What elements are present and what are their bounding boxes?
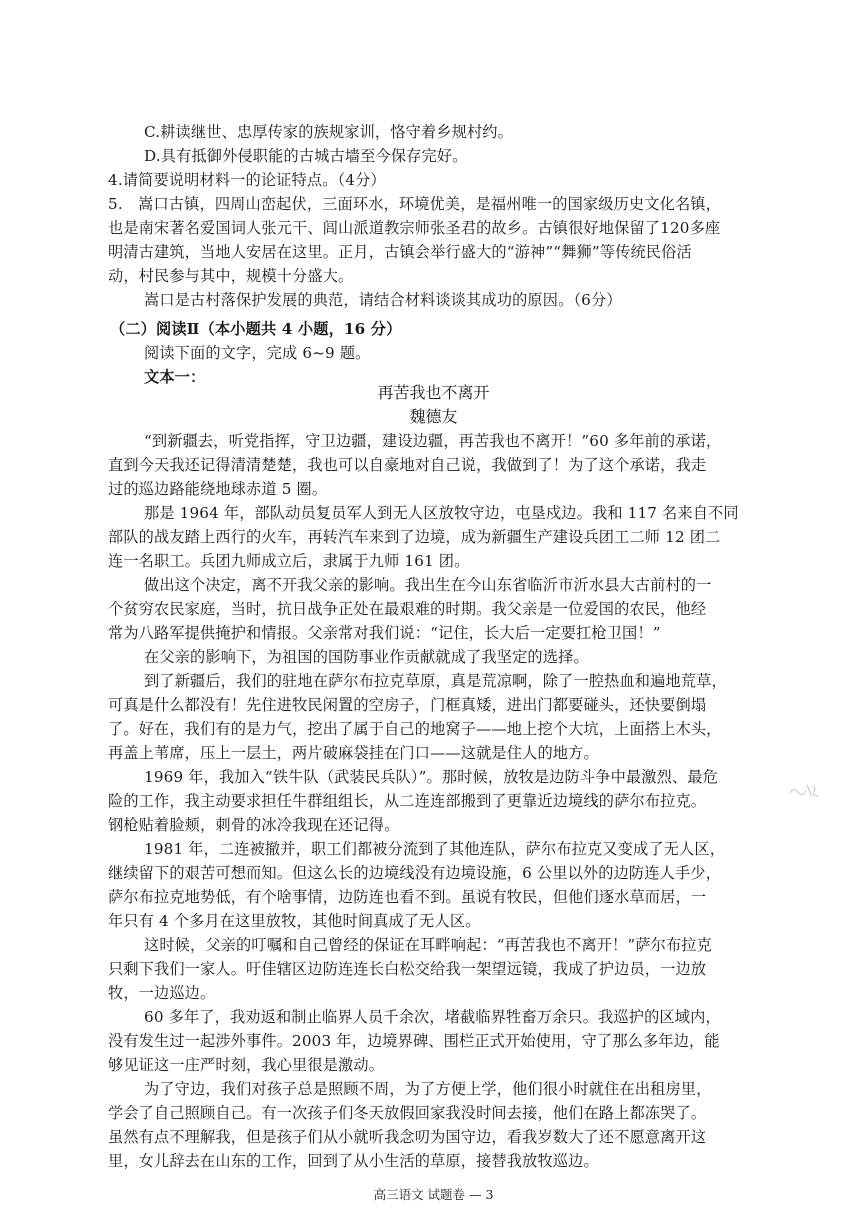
article-line: 可真是什么都没有！先住进牧民闲置的空房子，门框真矮，进出门都要碰头，还快要倒塌 xyxy=(108,696,707,714)
article-line: 1969 年，我加入“铁牛队（武装民兵队）”。那时候，放牧是边防斗争中最激烈、最危 xyxy=(144,768,718,786)
question-4: 4.请简要说明材料一的论证特点。（4分） xyxy=(108,171,386,189)
article-line: “到新疆去，听党指挥，守卫边疆，建设边疆，再苦我也不离开！”60 多年前的承诺， xyxy=(144,432,722,450)
article-line: 学会了自己照顾自己。有一次孩子们冬天放假回家我没时间去接，他们在路上都冻哭了。 xyxy=(108,1104,707,1122)
article-line: 没有发生过一起涉外事件。2003 年，边境界碑、围栏正式开始使用，守了那么多年边，能 xyxy=(108,1032,720,1050)
question-5-line-1: 5. 嵩口古镇，四周山峦起伏，三面环水，环境优美，是福州唯一的国家级历史文化名镇， xyxy=(108,195,721,213)
section-heading: （二）阅读Ⅱ（本小题共 4 小题，16 分） xyxy=(110,320,402,338)
option-d: D.具有抵御外侵职能的古城古墙至今保存完好。 xyxy=(144,147,468,165)
question-5-line-2: 也是南宋著名爱国词人张元干、闾山派道教宗师张圣君的故乡。古镇很好地保留了120多座 xyxy=(108,219,721,237)
article-line: 险的工作，我主动要求担任牛群组组长，从二连连部搬到了更靠近边境线的萨尔布拉克。 xyxy=(108,792,707,810)
article-line: 那是 1964 年，部队动员复员军人到无人区放牧守边，屯垦戍边。我和 117 名来自不同 xyxy=(144,504,739,522)
article-line: 直到今天我还记得清清楚楚，我也可以自豪地对自己说，我做到了！为了这个承诺，我走 xyxy=(108,456,707,474)
article-line: 个贫穷农民家庭，当时，抗日战争正处在最艰难的时期。我父亲是一位爱国的农民，他经 xyxy=(108,600,707,618)
question-5-line-4: 动，村民参与其中，规模十分盛大。 xyxy=(108,267,354,285)
article-line: 部队的战友踏上西行的火车，再转汽车来到了边境，成为新疆生产建设兵团工二师 12 团二 xyxy=(108,528,721,546)
article-line: 了。好在，我们有的是力气，挖出了属于自己的地窝子——地上挖个大坑，上面搭上木头， xyxy=(108,720,722,738)
article-line: 这时候，父亲的叮嘱和自己曾经的保证在耳畔响起：“再苦我也不离开！”萨尔布拉克 xyxy=(144,936,712,954)
article-line: 过的巡边路能绕地球赤道 5 圈。 xyxy=(108,480,328,498)
question-5-prompt: 嵩口是古村落保护发展的典范，请结合材料谈谈其成功的原因。（6分） xyxy=(144,291,622,309)
section-instruction: 阅读下面的文字，完成 6~9 题。 xyxy=(144,344,371,362)
text-label: 文本一： xyxy=(144,368,206,386)
article-line: 再盖上苇席，压上一层土，两片破麻袋挂在门口——这就是住人的地方。 xyxy=(108,744,599,762)
article-line: 继续留下的艰苦可想而知。但这么长的边境线没有边境设施，6 公里以外的边防连人手少， xyxy=(108,864,721,882)
article-line: 在父亲的影响下，为祖国的国防事业作贡献就成了我坚定的选择。 xyxy=(144,648,589,666)
article-line: 到了新疆后，我们的驻地在萨尔布拉克草原，真是荒凉啊，除了一腔热血和遍地荒草， xyxy=(144,672,727,690)
article-line: 1981 年，二连被撤并，职工们都被分流到了其他连队，萨尔布拉克又变成了无人区， xyxy=(144,840,726,858)
article-line: 连一名职工。兵团九师成立后，隶属于九师 161 团。 xyxy=(108,552,470,570)
article-line: 虽然有点不理解我，但是孩子们从小就听我念叨为国守边，看我岁数大了还不愿意离开这 xyxy=(108,1128,707,1146)
page-footer: 高三语文 试题卷 — 3 xyxy=(373,1187,494,1202)
article-line: 萨尔布拉克地势低，有个啥事情，边防连也看不到。虽说有牧民，但他们逐水草而居，一 xyxy=(108,888,707,906)
article-line: 做出这个决定，离不开我父亲的影响。我出生在今山东省临沂市沂水县大古前村的一 xyxy=(144,576,712,594)
article-line: 牧，一边巡边。 xyxy=(108,984,216,1002)
article-title: 再苦我也不离开 xyxy=(377,383,490,402)
option-c: C.耕读继世、忠厚传家的族规家训，恪守着乡规村约。 xyxy=(144,123,513,141)
margin-pencil-mark xyxy=(787,779,824,807)
article-line: 只剩下我们一家人。吁佳辖区边防连连长白松交给我一架望远镜，我成了护边员，一边放 xyxy=(108,960,707,978)
question-5-line-3: 明清古建筑，当地人安居在这里。正月，古镇会举行盛大的“游神”“舞狮”等传统民俗活 xyxy=(108,243,692,261)
article-line: 钢枪贴着脸颊，刺骨的冰冷我现在还记得。 xyxy=(108,816,400,834)
article-author: 魏德友 xyxy=(409,407,458,426)
article-line: 里，女儿辞去在山东的工作，回到了从小生活的草原，接替我放牧巡边。 xyxy=(108,1152,599,1170)
article-line: 常为八路军提供掩护和情报。父亲常对我们说：“记住，长大后一定要扛枪卫国！” xyxy=(108,624,661,642)
article-line: 够见证这一庄严时刻，我心里很是激动。 xyxy=(108,1056,385,1074)
article-line: 年只有 4 个多月在这里放牧，其他时间真成了无人区。 xyxy=(108,912,481,930)
article-line: 为了守边，我们对孩子总是照顾不周，为了方便上学，他们很小时就住在出租房里， xyxy=(144,1080,712,1098)
article-line: 60 多年了，我劝返和制止临界人员千余次，堵截临界牲畜万余只。我巡护的区域内， xyxy=(144,1008,721,1026)
